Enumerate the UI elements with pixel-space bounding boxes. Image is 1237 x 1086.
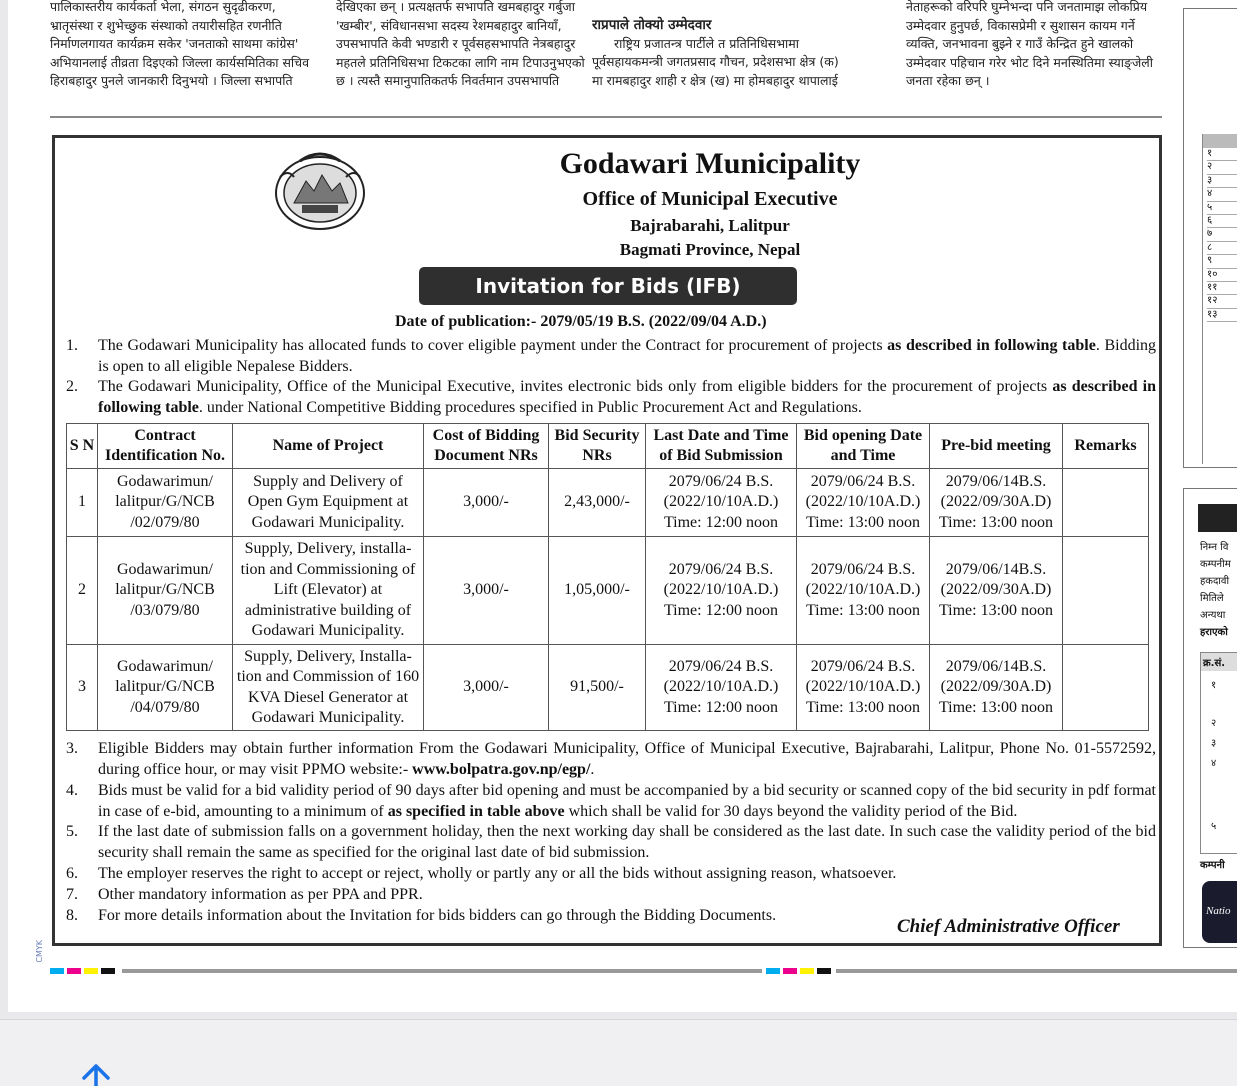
viewer-bottom-bar: [0, 1019, 1237, 1086]
news-line: उम्मेदवार हुनुपर्छ, विकासप्रेमी र सुशासन कायम गर्ने: [906, 17, 1135, 33]
paragraph-text: Eligible Bidders may obtain further information From the Godawari Municipality, Office of Municipal Executive, Bajrabarahi, Lalitpur, Phone No. 01-5572592, during office hour, or may visit PPMO website:-: [98, 740, 1156, 778]
cell-project-name: Supply and Delivery of Open Gym Equipment at Godawari Municipality.: [233, 469, 424, 537]
paragraph-3: [66, 738, 1156, 780]
bids-table: [66, 423, 1149, 731]
paragraph-1: [66, 335, 1156, 377]
yellow-swatch: [84, 968, 98, 974]
side-row-number: १३: [1207, 309, 1237, 322]
table-row: [67, 645, 1149, 731]
paragraph-text: The employer reserves the right to accept or reject, wholly or partly any or all the bids without assigning reason, whatsoever.: [98, 865, 897, 882]
header-bid-security: Bid Security NRs: [549, 424, 646, 469]
paragraph-number: 6.: [66, 865, 78, 882]
cell-opening-date: 2079/06/24 B.S. (2022/10/10A.D.) Time: 13:00 noon: [797, 645, 930, 731]
news-line: निर्माणलगायत कार्यक्रम सकेर 'जनताको साथमा कांग्रेस': [50, 36, 299, 51]
cell-cost: 3,000/-: [424, 645, 549, 731]
publication-date: Date of publication:- 2079/05/19 B.S. (2022/09/04 A.D.): [395, 313, 767, 330]
paragraph-number: 4.: [66, 782, 78, 799]
side-row-number: १०: [1207, 269, 1237, 282]
news-line: उम्मेदवार पहिचान गरेर भोट दिने मनस्थितिमा स्याङ्जेली: [906, 54, 1153, 70]
paragraph-text: For more details information about the Invitation for bids bidders can go through the Bidding Documents.: [98, 907, 777, 924]
paragraph-text: Bids must be valid for a bid validity period of 90 days after bid opening and must be accompanied by a bid security or scanned copy of the bid security in pdf format in case of e-bid, amounting to a minimum of: [98, 782, 1156, 820]
paragraph-number: 5.: [66, 823, 78, 840]
side-line: कम्पनीम: [1200, 559, 1231, 570]
address-line-1: Bajrabarahi, Lalitpur: [630, 216, 790, 235]
black-swatch: [817, 968, 831, 974]
side-dark-header: [1198, 504, 1237, 532]
news-line: देखिएका छन् । प्रत्यक्षतर्फ सभापति खमबहादुर गर्बुजा: [336, 0, 575, 14]
side-footer: कम्पनी: [1200, 860, 1225, 871]
paragraph-text: If the last date of submission falls on a government holiday, then the next working day shall be considered as the last date. In such case the validity period of the bid security shall remain the same as specified for the original last date of bid submission.: [98, 823, 1156, 861]
cell-cost: 3,000/-: [424, 537, 549, 645]
news-line: भ्रातृसंस्था र शुभेच्छुक संस्थाको तयारीसहित रणनीति: [50, 17, 282, 33]
side-row-number: १: [1207, 148, 1237, 161]
paragraph-number: 3.: [66, 740, 78, 757]
table-body: [67, 469, 1149, 731]
side-number: २: [1211, 718, 1217, 729]
black-swatch: [101, 968, 115, 974]
news-line: राष्ट्रिय प्रजातन्त्र पार्टीले त प्रतिनिधिसभामा: [614, 35, 799, 51]
news-line: जनता रहेका छन् ।: [906, 73, 990, 88]
table-row: [67, 537, 1149, 645]
paragraph-6: [66, 863, 1156, 884]
side-table-header: [1203, 134, 1237, 148]
news-line: महतले प्रतिनिधिसभा टिकटका लागि नाम टिपाउनुभएको: [336, 54, 585, 70]
cell-bid-security: 2,43,000/-: [549, 469, 646, 537]
side-panel-upper: [1183, 8, 1237, 468]
paragraph-number: 8.: [66, 907, 78, 924]
paragraph-number: 1.: [66, 337, 78, 354]
side-table-rows: [1203, 148, 1237, 322]
cell-project-name: Supply, Delivery, installa- tion and Commissioning of Lift (Elevator) at administrative building of Godawari Municipality.: [233, 537, 424, 645]
news-line: छ । त्यस्तै समानुपातिकतर्फ निवर्तमान उपसभापति: [336, 73, 560, 88]
paragraph-5: [66, 821, 1156, 863]
news-column-1: [50, 0, 320, 91]
cell-sn: 1: [67, 469, 98, 537]
news-headline: राप्रपाले तोक्यो उम्मेदवार: [592, 17, 712, 33]
side-lower-table: [1200, 652, 1237, 854]
side-row-number: ९: [1207, 255, 1237, 268]
side-number: १: [1211, 680, 1217, 691]
paragraph-number: 7.: [66, 886, 78, 903]
side-row-number: ४: [1207, 188, 1237, 201]
print-rule-left: [122, 969, 762, 973]
paragraph-text: Other mandatory information as per PPA and PPR.: [98, 886, 423, 903]
header-pre-bid: Pre-bid meeting: [930, 424, 1063, 469]
cell-cost: 3,000/-: [424, 469, 549, 537]
header-project-name: Name of Project: [233, 424, 424, 469]
news-column-4: [906, 0, 1168, 91]
header-contract-id: Contract Identification No.: [98, 424, 233, 469]
side-row-number: ३: [1207, 175, 1237, 188]
yellow-swatch: [800, 968, 814, 974]
paragraph-7: [66, 884, 1156, 905]
cell-sn: 3: [67, 645, 98, 731]
address-line-2: Bagmati Province, Nepal: [619, 240, 801, 259]
side-panel-lower: [1183, 488, 1237, 948]
header-opening-date: Bid opening Date and Time: [797, 424, 930, 469]
paragraph-text: The Godawari Municipality has allocated funds to cover eligible payment under the Contract for procurement of projects: [98, 337, 888, 354]
news-line: हिराबहादुर पुनले जानकारी दिनुभयो । जिल्ला सभापति: [50, 73, 293, 88]
cell-last-date: 2079/06/24 B.S. (2022/10/10A.D.) Time: 12:00 noon: [646, 537, 797, 645]
print-rule-right: [836, 969, 1237, 973]
table-header-row: [67, 424, 1149, 469]
cell-bid-security: 91,500/-: [549, 645, 646, 731]
paragraph-emphasis: as specified in table above: [387, 803, 565, 820]
cell-remarks: [1063, 537, 1149, 645]
cell-opening-date: 2079/06/24 B.S. (2022/10/10A.D.) Time: 13:00 noon: [797, 537, 930, 645]
side-line: हकदावी: [1200, 576, 1230, 587]
paragraph-number: 2.: [66, 378, 78, 395]
magenta-swatch: [783, 968, 797, 974]
side-line: निम्न वि: [1200, 542, 1229, 553]
side-line: हराएको: [1200, 627, 1228, 638]
magenta-swatch: [67, 968, 81, 974]
paragraph-text: which shall be valid for 30 days beyond the validity period of the Bid.: [564, 803, 1018, 820]
paragraph-text: . under National Competitive Bidding procedures specified in Public Procurement Act and Regulations.: [198, 399, 862, 416]
cmyk-label: CMYK: [35, 940, 44, 963]
cell-opening-date: 2079/06/24 B.S. (2022/10/10A.D.) Time: 13:00 noon: [797, 469, 930, 537]
cyan-swatch: [766, 968, 780, 974]
side-logo: Natio: [1202, 881, 1237, 943]
paragraph-text: .: [590, 761, 595, 778]
cell-pre-bid: 2079/06/14B.S. (2022/09/30A.D) Time: 13:00 noon: [930, 469, 1063, 537]
header-last-date: Last Date and Time of Bid Submission: [646, 424, 797, 469]
news-column-2: [336, 0, 598, 91]
side-number: ५: [1211, 821, 1217, 832]
cell-pre-bid: 2079/06/14B.S. (2022/09/30A.D) Time: 13:00 noon: [930, 645, 1063, 731]
side-row-number: ६: [1207, 215, 1237, 228]
side-row-number: ७: [1207, 228, 1237, 241]
paragraph-text: The Godawari Municipality, Office of the Municipal Executive, invites electronic bids only from eligible bidders for the procurement of projects: [98, 378, 1053, 395]
cell-contract-id: Godawarimun/ lalitpur/G/NCB /04/079/80: [98, 645, 233, 731]
cell-contract-id: Godawarimun/ lalitpur/G/NCB /03/079/80: [98, 537, 233, 645]
news-line: व्यक्ति, जनभावना बुझ्ने र गाउँ केन्द्रित हुने खालको: [906, 36, 1134, 51]
cyan-swatch: [50, 968, 64, 974]
side-row-number: २: [1207, 161, 1237, 174]
news-line: उपसभापति केवी भण्डारी र पूर्वसहसभापति नेत्रबहादुर: [336, 36, 576, 51]
news-line: पूर्वसहायकमन्त्री जगतप्रसाद गौचन, प्रदेशसभा क्षेत्र (क): [592, 54, 839, 69]
cell-project-name: Supply, Delivery, Installa- tion and Commission of 160 KVA Diesel Generator at Godawari Municipality.: [233, 645, 424, 731]
side-text: [1200, 539, 1231, 641]
website-link: www.bolpatra.gov.np/egp/: [412, 761, 591, 778]
side-row-number: १२: [1207, 295, 1237, 308]
header-sn: S N: [67, 424, 98, 469]
paragraph-emphasis: as described in following table: [98, 378, 1157, 416]
header-remarks: Remarks: [1063, 424, 1149, 469]
news-line: मा रामबहादुर शाही र क्षेत्र (ख) मा होमबहादुर थापालाई: [592, 72, 838, 88]
cell-remarks: [1063, 469, 1149, 537]
cell-sn: 2: [67, 537, 98, 645]
side-table: [1202, 134, 1237, 464]
cell-remarks: [1063, 645, 1149, 731]
paragraph-emphasis: as described in following table: [887, 337, 1096, 354]
news-column-3: [592, 16, 886, 90]
paragraph-4: [66, 780, 1156, 822]
news-line: अभियानलाई तीव्रता दिइएको जिल्ला कार्यसमितिका सचिव: [50, 54, 310, 70]
header-cost: Cost of Bidding Document NRs: [424, 424, 549, 469]
side-row-number: ५: [1207, 202, 1237, 215]
side-row-number: ८: [1207, 242, 1237, 255]
ifb-title-banner: Invitation for Bids (IFB): [419, 267, 797, 305]
side-number: ४: [1211, 758, 1217, 769]
side-lower-table-header: क्र.सं.: [1201, 653, 1237, 671]
paragraph-text: . Bidding is open to all eligible Nepalese Bidders.: [98, 337, 1157, 375]
scroll-up-arrow-icon[interactable]: [80, 1062, 112, 1086]
signature-title: Chief Administrative Officer: [897, 916, 1120, 937]
cell-last-date: 2079/06/24 B.S. (2022/10/10A.D.) Time: 12:00 noon: [646, 645, 797, 731]
cell-contract-id: Godawarimun/ lalitpur/G/NCB /02/079/80: [98, 469, 233, 537]
side-number: ३: [1211, 738, 1217, 749]
table-row: [67, 469, 1149, 537]
side-line: अन्यथा: [1200, 610, 1226, 621]
news-line: पालिकास्तरीय कार्यकर्ता भेला, संगठन सुदृढीकरण,: [50, 0, 276, 14]
cell-bid-security: 1,05,000/-: [549, 537, 646, 645]
paragraph-2: [66, 376, 1156, 418]
news-line: नेताहरूको वरिपरि घुम्नेभन्दा पनि जनतामाझ लोकप्रिय: [906, 0, 1148, 14]
news-line: 'खम्बीर', संविधानसभा सदस्य रेशमबहादुर बानियाँ,: [336, 17, 562, 33]
organization-name: Godawari Municipality: [559, 147, 861, 180]
column-rule: [50, 116, 1162, 118]
side-row-number: ११: [1207, 282, 1237, 295]
cell-last-date: 2079/06/24 B.S. (2022/10/10A.D.) Time: 12:00 noon: [646, 469, 797, 537]
office-name: Office of Municipal Executive: [582, 188, 838, 210]
side-line: मितिले: [1200, 593, 1224, 604]
cell-pre-bid: 2079/06/14B.S. (2022/09/30A.D) Time: 13:00 noon: [930, 537, 1063, 645]
